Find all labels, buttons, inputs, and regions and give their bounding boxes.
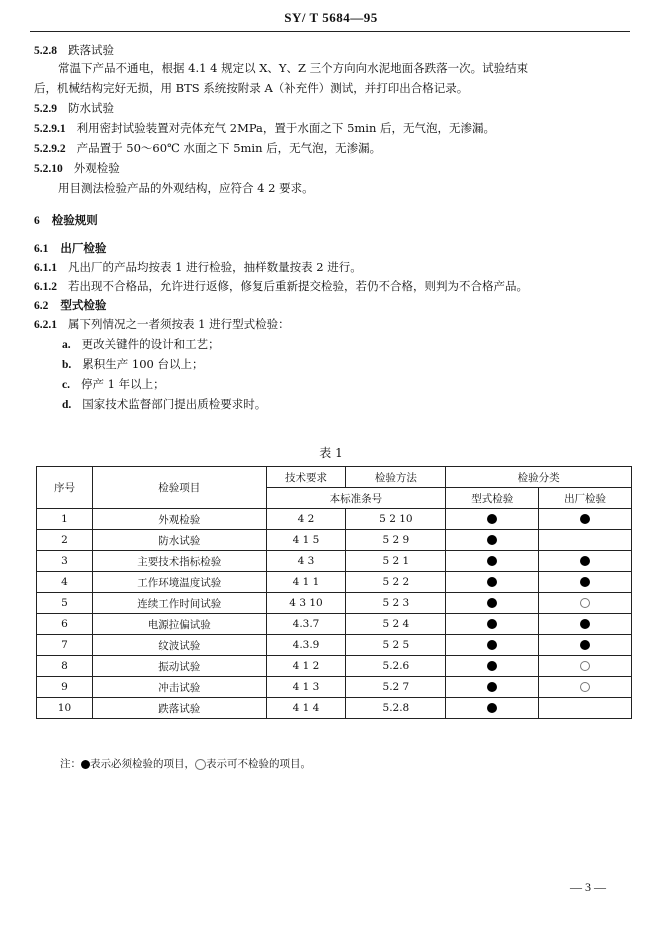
table-row	[37, 614, 632, 635]
cell-factory-insp	[539, 677, 632, 698]
table-title: 表 1	[319, 446, 343, 460]
cell-item: 电源拉偏试验	[92, 614, 266, 635]
table-row	[37, 635, 632, 656]
cell-method: 5 2 5	[346, 635, 446, 656]
filled-circle-icon	[487, 535, 497, 545]
cell-item: 连续工作时间试验	[92, 593, 266, 614]
cell-method: 5 2 2	[346, 572, 446, 593]
table-note	[60, 756, 311, 771]
section-text: 产品置于 50～60℃ 水面之下 5min 后，无气泡，无渗漏。	[76, 141, 382, 155]
filled-circle-icon	[487, 514, 497, 524]
filled-circle-icon	[580, 514, 590, 524]
filled-circle-icon	[487, 619, 497, 629]
section-number: 6.2	[34, 300, 49, 312]
cell-method: 5 2 9	[346, 530, 446, 551]
standard-header: SY/ T 5684—95	[284, 10, 378, 25]
filled-circle-icon	[580, 619, 590, 629]
list-item	[62, 376, 165, 393]
cell-factory-insp	[539, 572, 632, 593]
list-label: b.	[62, 359, 72, 371]
filled-circle-icon	[487, 640, 497, 650]
list-text: 更改关键件的设计和工艺；	[81, 337, 220, 351]
section-5-2-8-heading	[34, 42, 114, 59]
cell-tech: 4 3 10	[266, 593, 346, 614]
section-number: 5.2.8	[34, 45, 57, 57]
cell-tech: 4.3.9	[266, 635, 346, 656]
cell-factory-insp	[539, 551, 632, 572]
section-title: 跌落试验	[67, 43, 114, 57]
section-title: 防水试验	[67, 101, 114, 115]
section-6-2-heading	[34, 297, 106, 314]
section-5-2-9-heading	[34, 100, 114, 117]
section-6-1-1	[34, 259, 362, 276]
cell-type-insp	[446, 509, 539, 530]
cell-seq: 8	[37, 656, 93, 677]
list-text: 累积生产 100 台以上；	[82, 357, 204, 371]
cell-item: 防水试验	[92, 530, 266, 551]
list-label: a.	[62, 339, 71, 351]
cell-seq: 2	[37, 530, 93, 551]
cell-tech: 4 1 1	[266, 572, 346, 593]
cell-type-insp	[446, 635, 539, 656]
cell-item: 冲击试验	[92, 677, 266, 698]
list-item	[62, 396, 266, 413]
section-number: 6.1.1	[34, 262, 57, 274]
cell-type-insp	[446, 530, 539, 551]
list-item	[62, 356, 204, 373]
section-text: 若出现不合格品，允许进行返修，修复后重新提交检验，若仍不合格，则判为不合格产品。	[67, 279, 528, 293]
list-label: c.	[62, 379, 70, 391]
table-row	[37, 551, 632, 572]
section-number: 5.2.9.2	[34, 143, 66, 155]
note-mid: 表示必须检验的项目，	[90, 758, 195, 770]
note-prefix: 注：	[60, 758, 81, 770]
section-6-2-1	[34, 316, 290, 333]
list-label: d.	[62, 399, 72, 411]
cell-tech: 4 1 3	[266, 677, 346, 698]
header-seq: 序号	[37, 467, 93, 509]
cell-seq: 4	[37, 572, 93, 593]
empty-circle-icon	[195, 759, 206, 770]
empty-circle-icon	[580, 661, 590, 671]
section-5-2-9-2	[34, 140, 381, 157]
section-title: 外观检验	[73, 161, 120, 175]
cell-seq: 3	[37, 551, 93, 572]
cell-item: 外观检验	[92, 509, 266, 530]
cell-seq: 10	[37, 698, 93, 719]
cell-item: 纹波试验	[92, 635, 266, 656]
list-text: 国家技术监督部门提出质检要求时。	[82, 397, 267, 411]
cell-seq: 9	[37, 677, 93, 698]
filled-circle-icon	[487, 577, 497, 587]
table-row	[37, 656, 632, 677]
cell-item: 跌落试验	[92, 698, 266, 719]
cell-type-insp	[446, 551, 539, 572]
cell-method: 5.2.8	[346, 698, 446, 719]
cell-seq: 6	[37, 614, 93, 635]
table-row	[37, 698, 632, 719]
header-type-insp: 型式检验	[446, 488, 539, 509]
cell-tech: 4 2	[266, 509, 346, 530]
cell-method: 5 2 3	[346, 593, 446, 614]
cell-factory-insp	[539, 614, 632, 635]
paragraph-line: 用目测法检验产品的外观结构，应符合 4 2 要求。	[58, 181, 314, 195]
filled-circle-icon	[487, 556, 497, 566]
section-text: 属下列情况之一者须按表 1 进行型式检验：	[67, 317, 290, 331]
cell-factory-insp	[539, 530, 632, 551]
paragraph-line: 常温下产品不通电，根据 4.1 4 规定以 X、Y、Z 三个方向向水泥地面各跌落一次。试验结束	[58, 61, 529, 75]
table-row	[37, 509, 632, 530]
cell-method: 5 2 10	[346, 509, 446, 530]
section-number: 6.2.1	[34, 319, 57, 331]
filled-circle-icon	[487, 703, 497, 713]
cell-tech: 4 1 5	[266, 530, 346, 551]
table-row	[37, 677, 632, 698]
header-rule	[30, 31, 630, 32]
section-number: 6.1.2	[34, 281, 57, 293]
cell-factory-insp	[539, 635, 632, 656]
empty-circle-icon	[580, 682, 590, 692]
section-title: 型式检验	[60, 298, 107, 312]
list-item	[62, 336, 220, 353]
filled-circle-icon	[487, 598, 497, 608]
section-text: 利用密封试验装置对壳体充气 2MPa，置于水面之下 5min 后，无气泡，无渗漏。	[76, 121, 496, 135]
cell-tech: 4 1 2	[266, 656, 346, 677]
table-row	[37, 530, 632, 551]
section-number: 5.2.9	[34, 103, 57, 115]
header-class: 检验分类	[446, 467, 632, 488]
table-body	[37, 509, 632, 719]
filled-circle-icon	[580, 577, 590, 587]
table-row	[37, 593, 632, 614]
cell-type-insp	[446, 593, 539, 614]
cell-seq: 1	[37, 509, 93, 530]
cell-method: 5 2 1	[346, 551, 446, 572]
cell-type-insp	[446, 656, 539, 677]
section-5-2-10-heading	[34, 160, 120, 177]
section-title: 检验规则	[51, 213, 98, 227]
cell-seq: 7	[37, 635, 93, 656]
filled-circle-icon	[580, 640, 590, 650]
cell-tech: 4.3.7	[266, 614, 346, 635]
table-row	[37, 572, 632, 593]
page-number: — 3 —	[570, 880, 606, 894]
section-5-2-9-1	[34, 120, 495, 137]
filled-circle-icon	[81, 760, 90, 769]
cell-method: 5.2.6	[346, 656, 446, 677]
cell-tech: 4 1 4	[266, 698, 346, 719]
section-title: 出厂检验	[60, 241, 107, 255]
section-6-heading	[34, 212, 98, 229]
section-number: 6	[34, 215, 40, 227]
section-number: 5.2.9.1	[34, 123, 66, 135]
cell-factory-insp	[539, 698, 632, 719]
header-method: 检验方法	[346, 467, 446, 488]
paragraph-line: 后，机械结构完好无损，用 BTS 系统按附录 A（补充件）测试，并打印出合格记录。	[34, 81, 469, 95]
cell-type-insp	[446, 698, 539, 719]
header-item: 检验项目	[92, 467, 266, 509]
list-text: 停产 1 年以上；	[80, 377, 165, 391]
cell-item: 振动试验	[92, 656, 266, 677]
cell-factory-insp	[539, 656, 632, 677]
filled-circle-icon	[580, 556, 590, 566]
cell-factory-insp	[539, 509, 632, 530]
cell-factory-insp	[539, 593, 632, 614]
section-number: 5.2.10	[34, 163, 63, 175]
section-number: 6.1	[34, 243, 49, 255]
cell-item: 工作环境温度试验	[92, 572, 266, 593]
cell-item: 主要技术指标检验	[92, 551, 266, 572]
filled-circle-icon	[487, 661, 497, 671]
header-tech: 技术要求	[266, 467, 346, 488]
cell-seq: 5	[37, 593, 93, 614]
inspection-table	[36, 466, 632, 719]
note-end: 表示可不检验的项目。	[206, 758, 311, 770]
filled-circle-icon	[487, 682, 497, 692]
section-6-1-2	[34, 278, 528, 295]
cell-method: 5 2 4	[346, 614, 446, 635]
cell-method: 5.2 7	[346, 677, 446, 698]
section-6-1-heading	[34, 240, 106, 257]
empty-circle-icon	[580, 598, 590, 608]
header-standard: 本标准条号	[266, 488, 446, 509]
cell-type-insp	[446, 572, 539, 593]
cell-tech: 4 3	[266, 551, 346, 572]
cell-type-insp	[446, 677, 539, 698]
section-text: 凡出厂的产品均按表 1 进行检验，抽样数量按表 2 进行。	[67, 260, 362, 274]
cell-type-insp	[446, 614, 539, 635]
header-factory-insp: 出厂检验	[539, 488, 632, 509]
